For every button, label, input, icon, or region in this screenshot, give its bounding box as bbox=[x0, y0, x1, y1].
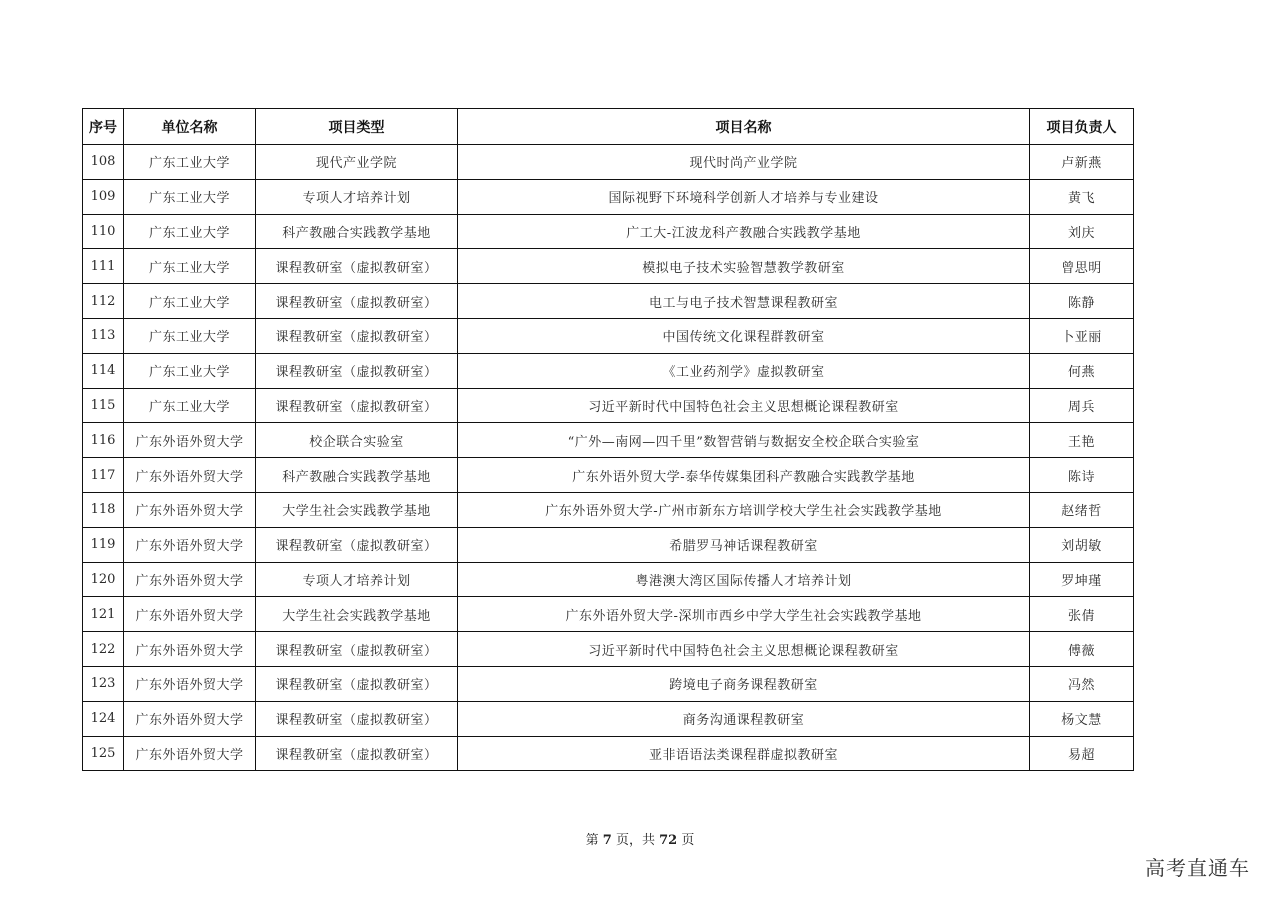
table-row bbox=[83, 562, 1134, 597]
cell-project-leader: 黄飞 bbox=[1030, 179, 1134, 214]
table-row bbox=[83, 249, 1134, 284]
cell-unit-name: 广东外语外贸大学 bbox=[124, 423, 256, 458]
cell-unit-name: 广东工业大学 bbox=[124, 145, 256, 180]
footer-suffix: 页 bbox=[681, 833, 695, 848]
cell-project-name: 习近平新时代中国特色社会主义思想概论课程教研室 bbox=[458, 388, 1030, 423]
cell-project-name: “广外—南网—四千里”数智营销与数据安全校企联合实验室 bbox=[458, 423, 1030, 458]
table-row bbox=[83, 666, 1134, 701]
watermark-text: 高考直通车 bbox=[1145, 856, 1250, 880]
table-row bbox=[83, 527, 1134, 562]
cell-project-name: 习近平新时代中国特色社会主义思想概论课程教研室 bbox=[458, 632, 1030, 667]
header-row bbox=[83, 109, 1134, 145]
cell-project-type: 课程教研室（虚拟教研室） bbox=[256, 701, 458, 736]
cell-serial-number: 123 bbox=[83, 666, 124, 701]
cell-unit-name: 广东工业大学 bbox=[124, 284, 256, 319]
cell-project-type: 课程教研室（虚拟教研室） bbox=[256, 249, 458, 284]
cell-project-name: 广东外语外贸大学-深圳市西乡中学大学生社会实践教学基地 bbox=[458, 597, 1030, 632]
cell-serial-number: 110 bbox=[83, 214, 124, 249]
table-row bbox=[83, 597, 1134, 632]
cell-project-leader: 陈静 bbox=[1030, 284, 1134, 319]
table-row bbox=[83, 353, 1134, 388]
cell-project-leader: 刘庆 bbox=[1030, 214, 1134, 249]
cell-serial-number: 118 bbox=[83, 492, 124, 527]
cell-unit-name: 广东外语外贸大学 bbox=[124, 562, 256, 597]
cell-project-leader: 傅薇 bbox=[1030, 632, 1134, 667]
cell-serial-number: 119 bbox=[83, 527, 124, 562]
cell-project-leader: 陈诗 bbox=[1030, 458, 1134, 493]
cell-project-leader: 罗坤瑾 bbox=[1030, 562, 1134, 597]
cell-project-leader: 赵绪哲 bbox=[1030, 492, 1134, 527]
cell-project-name: 广工大-江波龙科产教融合实践教学基地 bbox=[458, 214, 1030, 249]
cell-unit-name: 广东外语外贸大学 bbox=[124, 632, 256, 667]
table-row bbox=[83, 318, 1134, 353]
cell-project-leader: 杨文慧 bbox=[1030, 701, 1134, 736]
cell-project-name: 跨境电子商务课程教研室 bbox=[458, 666, 1030, 701]
cell-project-name: 粤港澳大湾区国际传播人才培养计划 bbox=[458, 562, 1030, 597]
cell-project-name: 国际视野下环境科学创新人才培养与专业建设 bbox=[458, 179, 1030, 214]
cell-project-leader: 周兵 bbox=[1030, 388, 1134, 423]
cell-unit-name: 广东外语外贸大学 bbox=[124, 492, 256, 527]
cell-project-leader: 卢新燕 bbox=[1030, 145, 1134, 180]
cell-project-leader: 刘胡敏 bbox=[1030, 527, 1134, 562]
cell-serial-number: 112 bbox=[83, 284, 124, 319]
cell-project-type: 课程教研室（虚拟教研室） bbox=[256, 736, 458, 771]
table-row bbox=[83, 179, 1134, 214]
table-row bbox=[83, 736, 1134, 771]
cell-serial-number: 114 bbox=[83, 353, 124, 388]
cell-project-name: 广东外语外贸大学-广州市新东方培训学校大学生社会实践教学基地 bbox=[458, 492, 1030, 527]
cell-project-type: 大学生社会实践教学基地 bbox=[256, 597, 458, 632]
cell-project-name: 现代时尚产业学院 bbox=[458, 145, 1030, 180]
header-serial-number: 序号 bbox=[83, 109, 124, 145]
cell-project-type: 校企联合实验室 bbox=[256, 423, 458, 458]
cell-unit-name: 广东工业大学 bbox=[124, 179, 256, 214]
cell-serial-number: 115 bbox=[83, 388, 124, 423]
cell-project-name: 模拟电子技术实验智慧教学教研室 bbox=[458, 249, 1030, 284]
table-body bbox=[83, 145, 1134, 771]
table-row bbox=[83, 388, 1134, 423]
cell-project-leader: 张倩 bbox=[1030, 597, 1134, 632]
cell-serial-number: 120 bbox=[83, 562, 124, 597]
cell-project-type: 课程教研室（虚拟教研室） bbox=[256, 388, 458, 423]
table-row bbox=[83, 632, 1134, 667]
table-row bbox=[83, 145, 1134, 180]
footer-middle: 页，共 bbox=[615, 833, 655, 848]
cell-serial-number: 108 bbox=[83, 145, 124, 180]
table-row bbox=[83, 492, 1134, 527]
cell-project-type: 大学生社会实践教学基地 bbox=[256, 492, 458, 527]
cell-unit-name: 广东外语外贸大学 bbox=[124, 666, 256, 701]
cell-project-name: 广东外语外贸大学-泰华传媒集团科产教融合实践教学基地 bbox=[458, 458, 1030, 493]
cell-unit-name: 广东工业大学 bbox=[124, 214, 256, 249]
table-row bbox=[83, 423, 1134, 458]
cell-serial-number: 117 bbox=[83, 458, 124, 493]
cell-project-leader: 何燕 bbox=[1030, 353, 1134, 388]
cell-project-type: 课程教研室（虚拟教研室） bbox=[256, 284, 458, 319]
cell-unit-name: 广东外语外贸大学 bbox=[124, 701, 256, 736]
cell-unit-name: 广东外语外贸大学 bbox=[124, 736, 256, 771]
header-unit-name: 单位名称 bbox=[124, 109, 256, 145]
cell-unit-name: 广东外语外贸大学 bbox=[124, 597, 256, 632]
cell-unit-name: 广东工业大学 bbox=[124, 249, 256, 284]
table-row bbox=[83, 701, 1134, 736]
footer-total-pages: 72 bbox=[659, 833, 678, 848]
cell-project-type: 课程教研室（虚拟教研室） bbox=[256, 318, 458, 353]
cell-project-type: 课程教研室（虚拟教研室） bbox=[256, 632, 458, 667]
cell-project-leader: 卜亚丽 bbox=[1030, 318, 1134, 353]
cell-project-name: 《工业药剂学》虚拟教研室 bbox=[458, 353, 1030, 388]
cell-serial-number: 111 bbox=[83, 249, 124, 284]
cell-project-leader: 冯然 bbox=[1030, 666, 1134, 701]
cell-project-leader: 王艳 bbox=[1030, 423, 1134, 458]
cell-unit-name: 广东工业大学 bbox=[124, 388, 256, 423]
cell-project-name: 商务沟通课程教研室 bbox=[458, 701, 1030, 736]
footer-prefix: 第 bbox=[585, 833, 599, 848]
cell-serial-number: 113 bbox=[83, 318, 124, 353]
cell-serial-number: 124 bbox=[83, 701, 124, 736]
cell-project-type: 科产教融合实践教学基地 bbox=[256, 214, 458, 249]
cell-serial-number: 116 bbox=[83, 423, 124, 458]
cell-project-name: 电工与电子技术智慧课程教研室 bbox=[458, 284, 1030, 319]
header-project-type: 项目类型 bbox=[256, 109, 458, 145]
cell-unit-name: 广东外语外贸大学 bbox=[124, 527, 256, 562]
table-row bbox=[83, 458, 1134, 493]
footer-current-page: 7 bbox=[602, 833, 612, 848]
cell-project-leader: 易超 bbox=[1030, 736, 1134, 771]
cell-project-type: 课程教研室（虚拟教研室） bbox=[256, 353, 458, 388]
cell-serial-number: 122 bbox=[83, 632, 124, 667]
cell-project-name: 亚非语语法类课程群虚拟教研室 bbox=[458, 736, 1030, 771]
project-table bbox=[82, 108, 1134, 771]
cell-unit-name: 广东外语外贸大学 bbox=[124, 458, 256, 493]
table-row bbox=[83, 214, 1134, 249]
cell-project-type: 现代产业学院 bbox=[256, 145, 458, 180]
cell-project-name: 中国传统文化课程群教研室 bbox=[458, 318, 1030, 353]
cell-serial-number: 125 bbox=[83, 736, 124, 771]
cell-project-type: 专项人才培养计划 bbox=[256, 179, 458, 214]
cell-unit-name: 广东工业大学 bbox=[124, 318, 256, 353]
cell-serial-number: 109 bbox=[83, 179, 124, 214]
table-header bbox=[83, 109, 1134, 145]
table-row bbox=[83, 284, 1134, 319]
cell-project-name: 希腊罗马神话课程教研室 bbox=[458, 527, 1030, 562]
cell-unit-name: 广东工业大学 bbox=[124, 353, 256, 388]
cell-project-type: 课程教研室（虚拟教研室） bbox=[256, 666, 458, 701]
header-project-leader: 项目负责人 bbox=[1030, 109, 1134, 145]
cell-project-type: 课程教研室（虚拟教研室） bbox=[256, 527, 458, 562]
page-number-footer bbox=[0, 829, 1280, 848]
cell-serial-number: 121 bbox=[83, 597, 124, 632]
cell-project-type: 专项人才培养计划 bbox=[256, 562, 458, 597]
cell-project-type: 科产教融合实践教学基地 bbox=[256, 458, 458, 493]
cell-project-leader: 曾思明 bbox=[1030, 249, 1134, 284]
header-project-name: 项目名称 bbox=[458, 109, 1030, 145]
